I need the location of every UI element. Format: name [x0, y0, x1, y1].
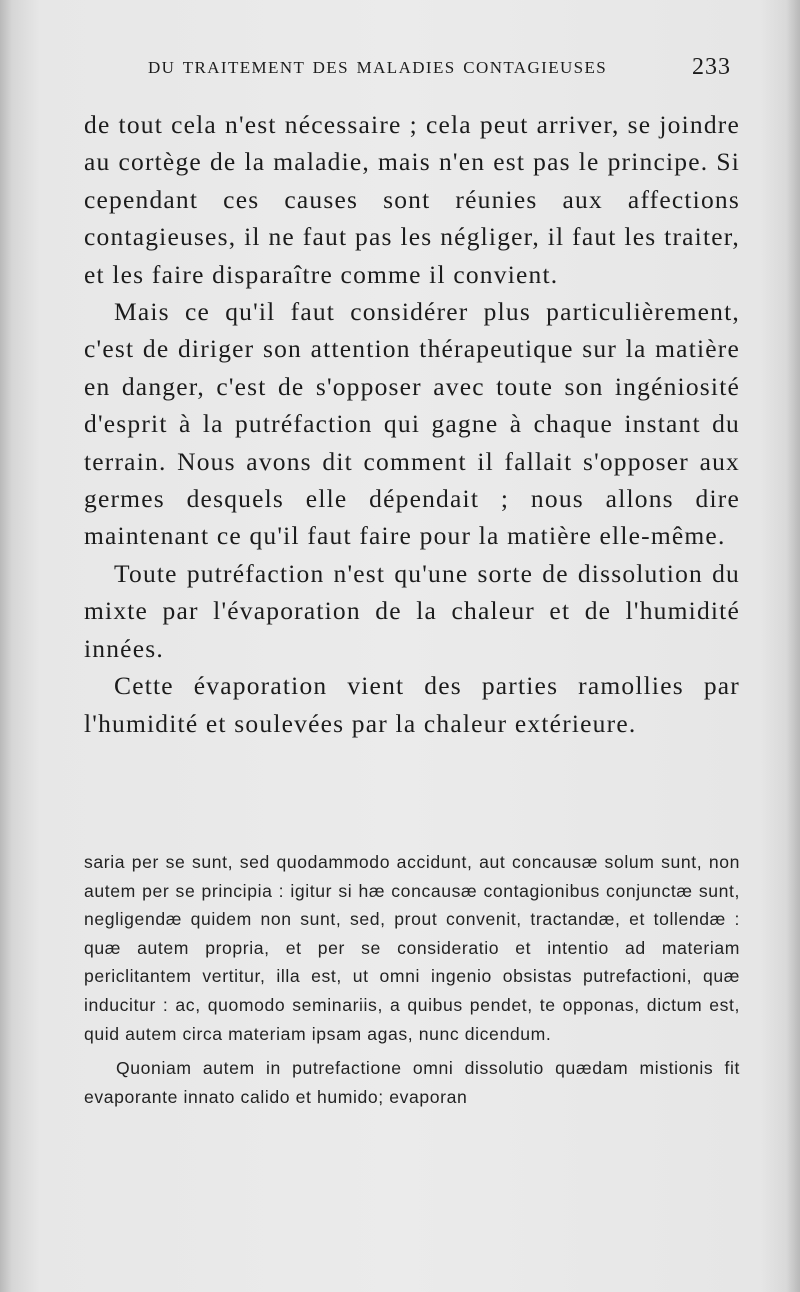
- page-edge-shadow: [786, 0, 800, 1292]
- footnote-paragraph: saria per se sunt, sed quodammodo accidunt, aut concausæ solum sunt, non autem per se principia : igitur si hæ concausæ contagionibus conjunctæ sunt, negligendæ quidem non sunt, sed, prout convenit, tractandæ, et tollendæ : quæ autem propria, et per se consideratio et intentio ad materiam periclitantem vertitur, illa est, ut omni ingenio obsistas putrefactioni, quæ inducitur : ac, quomodo seminariis, a quibus pendet, te opponas, dictum est, quid autem circa materiam ipsam agas, nunc dicendum.: [84, 852, 740, 1044]
- main-paragraph: Toute putréfaction n'est qu'une sorte de dissolution du mixte par l'évaporation de la chaleur et de l'humidité innées.: [84, 558, 740, 663]
- footnote-paragraph: Quoniam autem in putrefactione omni dissolutio quædam mistionis fit evaporante innato calido et humido; evaporan: [84, 1058, 740, 1107]
- main-paragraph: Cette évaporation vient des parties ramollies par l'humidité et soulevées par la chaleur extérieure.: [84, 671, 740, 738]
- main-paragraph: de tout cela n'est nécessaire ; cela peut arriver, se joindre au cortège de la maladie, mais n'en est pas le principe. Si cependant ces causes sont réunies aux affections contagieuses, il ne faut pas les négliger, il faut les traiter, et les faire disparaître comme il convient.: [84, 110, 740, 289]
- main-paragraph: Mais ce qu'il faut considérer plus particulièrement, c'est de diriger son attention thérapeutique sur la matière en danger, c'est de s'opposer avec toute son ingéniosité d'esprit à la putréfaction qui gagne à chaque instant du terrain. Nous avons dit comment il fallait s'opposer aux germes desquels elle dépendait ; nous allons dire maintenant ce qu'il faut faire pour la matière elle-même.: [84, 297, 740, 551]
- latin-footnote: [84, 848, 740, 1111]
- running-title: DU TRAITEMENT DES MALADIES CONTAGIEUSES: [148, 58, 608, 77]
- main-text: [84, 106, 740, 742]
- page-number: 233: [692, 54, 731, 80]
